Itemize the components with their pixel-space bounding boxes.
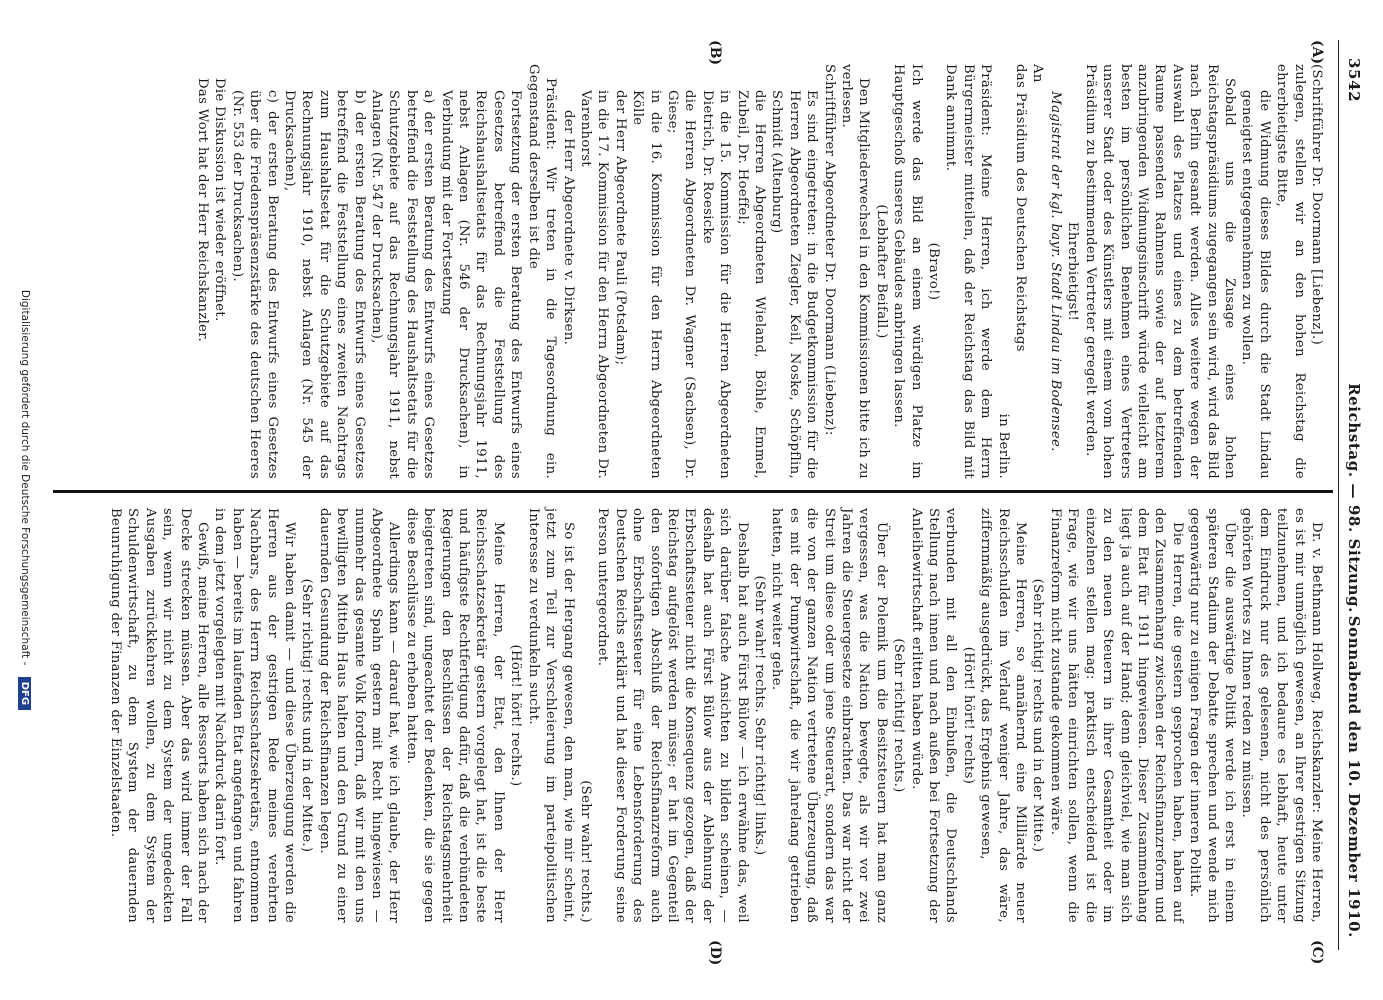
paragraph: (Hört! hört! rechts.) [508,644,524,787]
paragraph: (Hört! hört! rechts) [960,646,976,785]
paragraph: An [1030,64,1046,83]
header-rule [1338,40,1339,950]
paragraph: (Sehr wahr! rechts.) [577,780,593,923]
paragraph: Meine Herren, so annähernd eine Milliarde neuer Reichsschulden im Verlauf weniger Jahre, das wäre, ziffernmäßig ausgedrückt, das Ergebnis gewesen, [978,508,1029,923]
paragraph: (Sehr wahr! rechts. Sehr richtig! links.) [752,575,767,856]
paragraph: Wir haben damit — und diese Überzeugung werden die Herren aus der gestrigen Rede meines verehrten Nachbars, des Herrn Reichsschatzsekretärs, entnommen haben — bereits im laufenden Etat angefangen und fahren in dem jetzt vorgelegten mit Nachdruck darin fort. [212,508,298,923]
paragraph: Gewiß, meine Herren, alle Ressorts haben sich nach der Decke strecken müssen. Aber das wird immer der Fall sein, wenn wir nicht zu dem System der ungedeckten Ausgaben zurückkehren wollen, zu dem System der Schuldenwirtschaft, zu dem System der dauernden Beunruhigung der Finanzen der Einzelstaaten. [107,508,210,923]
session-date: Sonnabend den 10. Dezember 1910. [1345,615,1363,938]
paragraph: Über die auswärtige Politik werde ich erst in einem späteren Stadium der Debatte sprechen und wende mich gegenwärtig nur zu einigen Fragen der inneren Politik. [1187,508,1237,923]
footer-credit: Digitalisierung gefördert durch die Deutsche Forschungsgemeinschaft - [19,289,31,666]
dfg-logo: DFG [18,677,31,710]
paragraph: in die 15. Kommission für die Herren Abgeordneten Dietrich, Dr. Roesicke [699,90,733,479]
paragraph: So ist der Hergang gewesen, den man, wie mir scheint, jetzt zum Teil zur Verschleierung im parteipolitischen Interesse zu verdunkeln sucht. [525,508,576,923]
footer [18,0,31,1000]
margin-mark-b: (B) [707,40,723,66]
page-header [1335,58,1363,938]
paragraph: Präsident: Wir treten in die Tagesordnung ein. Gegenstand derselben ist die [525,64,559,479]
page-number: 3542 [1345,58,1363,103]
margin-mark-a: (A) [1309,40,1325,65]
paragraph: Schriftführer Abgeordneter Dr. Doormann (Liebenz): [821,64,837,436]
paragraph: in Berlin. [995,413,1011,479]
column-divider [53,490,1333,493]
paragraph: Ehrerbietigst! [1065,221,1081,322]
paragraph: Das Wort hat der Herr Reichskanzler. [195,78,210,343]
paragraph: c) der ersten Beratung des Entwurfs eines Gesetzes über die Friedenspräsenzstärke des deutschen Heeres (Nr. 553 der Drucksachen). [229,90,280,479]
paragraph: Dr. v. Bethmann Hollweg, Reichskanzler: Meine Herren, es ist mir unmöglich gewesen, an Ihrer gestrigen Sitzung teilzunehmen, und ich bedaure es lebhaft, heute unter dem Eindruck nur des gelesenen, nicht des persönlich gehörten Wortes zu Ihnen reden zu müssen. [1239,508,1324,923]
paragraph: (Sehr richtig! rechts und in der Mitte.) [299,578,315,853]
paragraph: Den Mitgliederwechsel in den Kommissionen bitte ich zu verlesen. [839,64,872,479]
paragraph: Magistrat der kgl. bayr. Stadt Lindau im Bodensee. [1047,91,1063,452]
paragraph: zulegen, stellen wir an den hohen Reichstag die ehrerbietigste Bitte, [1274,64,1307,479]
paragraph: die Herren Abgeordneten Wieland, Böhle, Emmel, Zubeil, Dr. Hoeffel; [734,90,767,479]
paragraph: (Sehr richtig! rechts und in der Mitte.) [1030,578,1046,853]
paragraph: (Schriftführer Dr. Doormann [Liebenz].) [1309,64,1324,346]
paragraph: die Herren Abgeordneten Dr. Wagner (Sachsen), Dr. Giese; [664,90,698,479]
paragraph: verbunden mit all den Einbußen, die Deutschlands Stellung nach innen und nach außen bei Fortsetzung der Anleihewirtschaft erlitten haben würde. [908,508,959,923]
paragraph: das Präsidium des Deutschen Reichstags [1013,64,1029,352]
paragraph: (Bravo!) [926,242,942,301]
paragraph: Präsident: Meine Herren, ich werde dem Herrn Bürgermeister mitteilen, daß der Reichstag das Bild mit Dank annimmt. [943,64,994,479]
paragraph: (Lebhafter Beifall.) [873,204,889,339]
paragraph: Es sind eingetreten: in die Budgetkommission für die Herren Abgeordneten Ziegler, Keil, Noske, Schöpflin, Schmidt (Altenburg) [769,90,820,479]
paragraph: Die Diskussion ist wieder eröffnet. [212,78,228,322]
paragraph: der Herr Abgeordnete v. Dirksen. [560,110,576,346]
paragraph: (Sehr richtig! rechts.) [891,638,907,793]
paragraph: b) der ersten Beratung des Entwurfs eines Gesetzes betreffend die Feststellung eines zweiten Nachtrags zum Haushaltsetat für die Schutzgebiete auf das Rechnungsjahr 1910, nebst Anlagen (Nr. 545 der Drucksachen), [282,90,367,479]
margin-mark-c: (C) [1309,940,1325,965]
session-title: Reichstag. — 98. Sitzung. [1345,383,1363,613]
paragraph: Meine Herren, der Etat, den Ihnen der Herr Reichsschatzsekretär gestern vorgelegt hat, ist die beste und häufigste Rechtfertigung dafür, daß die verbündeten Regierungen den Beschlüssen der Reichstagsmehrheit beigetreten sind, ungeachtet der Bedenken, die sie gegen diese Beschlüsse zu erheben hatten. [403,508,506,923]
paragraph: Sobald uns die Zusage eines hohen Reichstagspräsidiums zugegangen sein wird, wird das Bild nach Berlin gesandt werden. Alles weitere wegen der Auswahl des Platzes und eines zu dem betreffenden Raume passenden Rahmens sowie der auf letzterem anzubringenden Widmungsinschrift würde vielleicht am besten im persönlichen Benehmen eines Vertreters unserer Stadt oder des Künstlers mit einem vom hohen Präsidium zu bestimmenden Vertreter geregelt werden. [1082,64,1237,479]
paragraph: Über der Polemik um die Besitzsteuern hat man ganz vergessen, was die Nation bewegte, als wir vor zwei Jahren die Steuergesetze einbrachten. Das war nicht der Streit um diese oder um jene Steuerart, sondern das war die von der ganzen Nation vertretene Überzeugung, daß es mit der Pumpwirtschaft, die wir jahrelang getrieben hatten, nicht weiter gehe. [769,508,889,923]
left-column [194,64,1325,479]
paragraph: Ich werde das Bild an einem würdigen Platze im Hauptgeschoß unseres Gebäudes anbringen lassen. [891,64,924,479]
paragraph: Allerdings kann — darauf hat, wie ich glaube, der Herr Abgeordnete Spahn gestern mit Recht hingewiesen — nunmehr das gesamte Volk fordern, daß wir mit den uns bewilligten Mitteln Haus halten und den Grund zu einer dauernden Gesundung der Reichsfinanzen legen. [316,508,402,923]
paragraph: der Herr Abgeordnete Pauli (Potsdam); [612,90,628,366]
paragraph: a) der ersten Beratung des Entwurfs eines Gesetzes betreffend die Feststellung des Haushaltsetats für die Schutzgebiete auf das Rechnungsjahr 1911, nebst Anlagen (Nr. 547 der Drucksachen), [369,90,437,479]
right-column [107,508,1325,923]
margin-mark-d: (D) [707,940,723,966]
paragraph: Fortsetzung der ersten Beratung des Entwurfs eines Gesetzes betreffend die Feststellung des Reichshaushaltsetats für das Rechnungsjahr 1911, nebst Anlagen (Nr. 546 der Drucksachen), in Verbindung mit der Fortsetzung [438,90,524,479]
paragraph: in die 16. Kommission für den Herrn Abgeordneten Kölle [630,90,663,479]
paragraph: Die Herren, die gestern gesprochen haben, haben auf den Zusammenhang zwischen der Reichsfinanzreform und dem Etat für 1911 hingewiesen. Dieser Zusammenhang liegt ja auch auf der Hand; denn gleichviel, wie man sich zu den neuen Steuern in ihrer Gesamtheit oder im einzelnen stellen mag: praktisch entscheidend ist die Frage, wie wir uns hätten einrichten sollen, wenn die Finanzreform nicht zustande gekommen wäre. [1047,508,1185,923]
paragraph: die Widmung dieses Bildes durch die Stadt Lindau geneigtest entgegennehmen zu wollen. [1239,90,1272,479]
paragraph: in die 17. Kommission für den Herrn Abgeordneten Dr. Varenhorst [577,90,611,479]
paragraph: Deshalb hat auch Fürst Bülow — ich erwähne das, weil sich darüber falsche Ansichten zu bilden scheinen, — deshalb hat auch Fürst Bülow aus der Ablehnung der Erbschaftssteuer nicht die Konsequenz gezogen, daß der Reichstag aufgelöst werden müsse; er hat im Gegenteil den sofortigen Abschluß der Reichsfinanzreform auch ohne Erbschaftssteuer für eine Lebensforderung des Deutschen Reichs erklärt und hat dieser Forderung seine Person untergeordnet. [595,508,750,923]
